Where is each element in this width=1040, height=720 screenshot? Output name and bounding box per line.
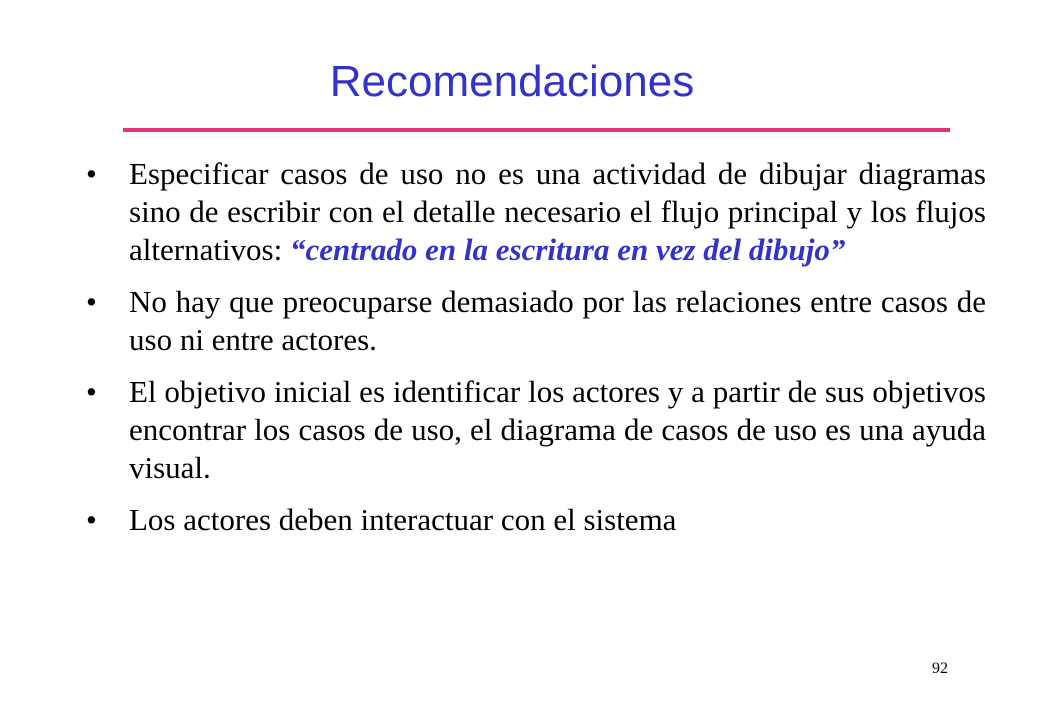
title-divider	[123, 128, 950, 132]
bullet-list	[86, 155, 986, 553]
bullet-emphasis-text: “centrado en la escritura en vez del dibujo”	[289, 232, 846, 267]
bullet-marker: •	[86, 502, 97, 537]
bullet-text: El objetivo inicial es identificar los actores y a partir de sus objetivos encontrar los casos de uso, el diagrama de casos de uso es una ayuda visual.	[129, 374, 986, 485]
bullet-marker: •	[86, 374, 97, 409]
slide-title: Recomendaciones	[329, 57, 695, 106]
bullet-item	[86, 283, 986, 359]
bullet-item	[86, 155, 986, 269]
page-number: 92	[932, 660, 948, 677]
bullet-item	[86, 373, 986, 487]
bullet-item	[86, 501, 986, 539]
bullet-marker: •	[86, 156, 97, 191]
bullet-text: Los actores deben interactuar con el sistema	[129, 502, 677, 537]
bullet-text: No hay que preocuparse demasiado por las relaciones entre casos de uso ni entre actores.	[129, 284, 986, 357]
bullet-marker: •	[86, 284, 97, 319]
bullet-text: Especificar casos de uso no es una actividad de dibujar diagramas sino de escribir con el detalle necesario el flujo principal y los flujos alternativos:	[129, 156, 986, 267]
